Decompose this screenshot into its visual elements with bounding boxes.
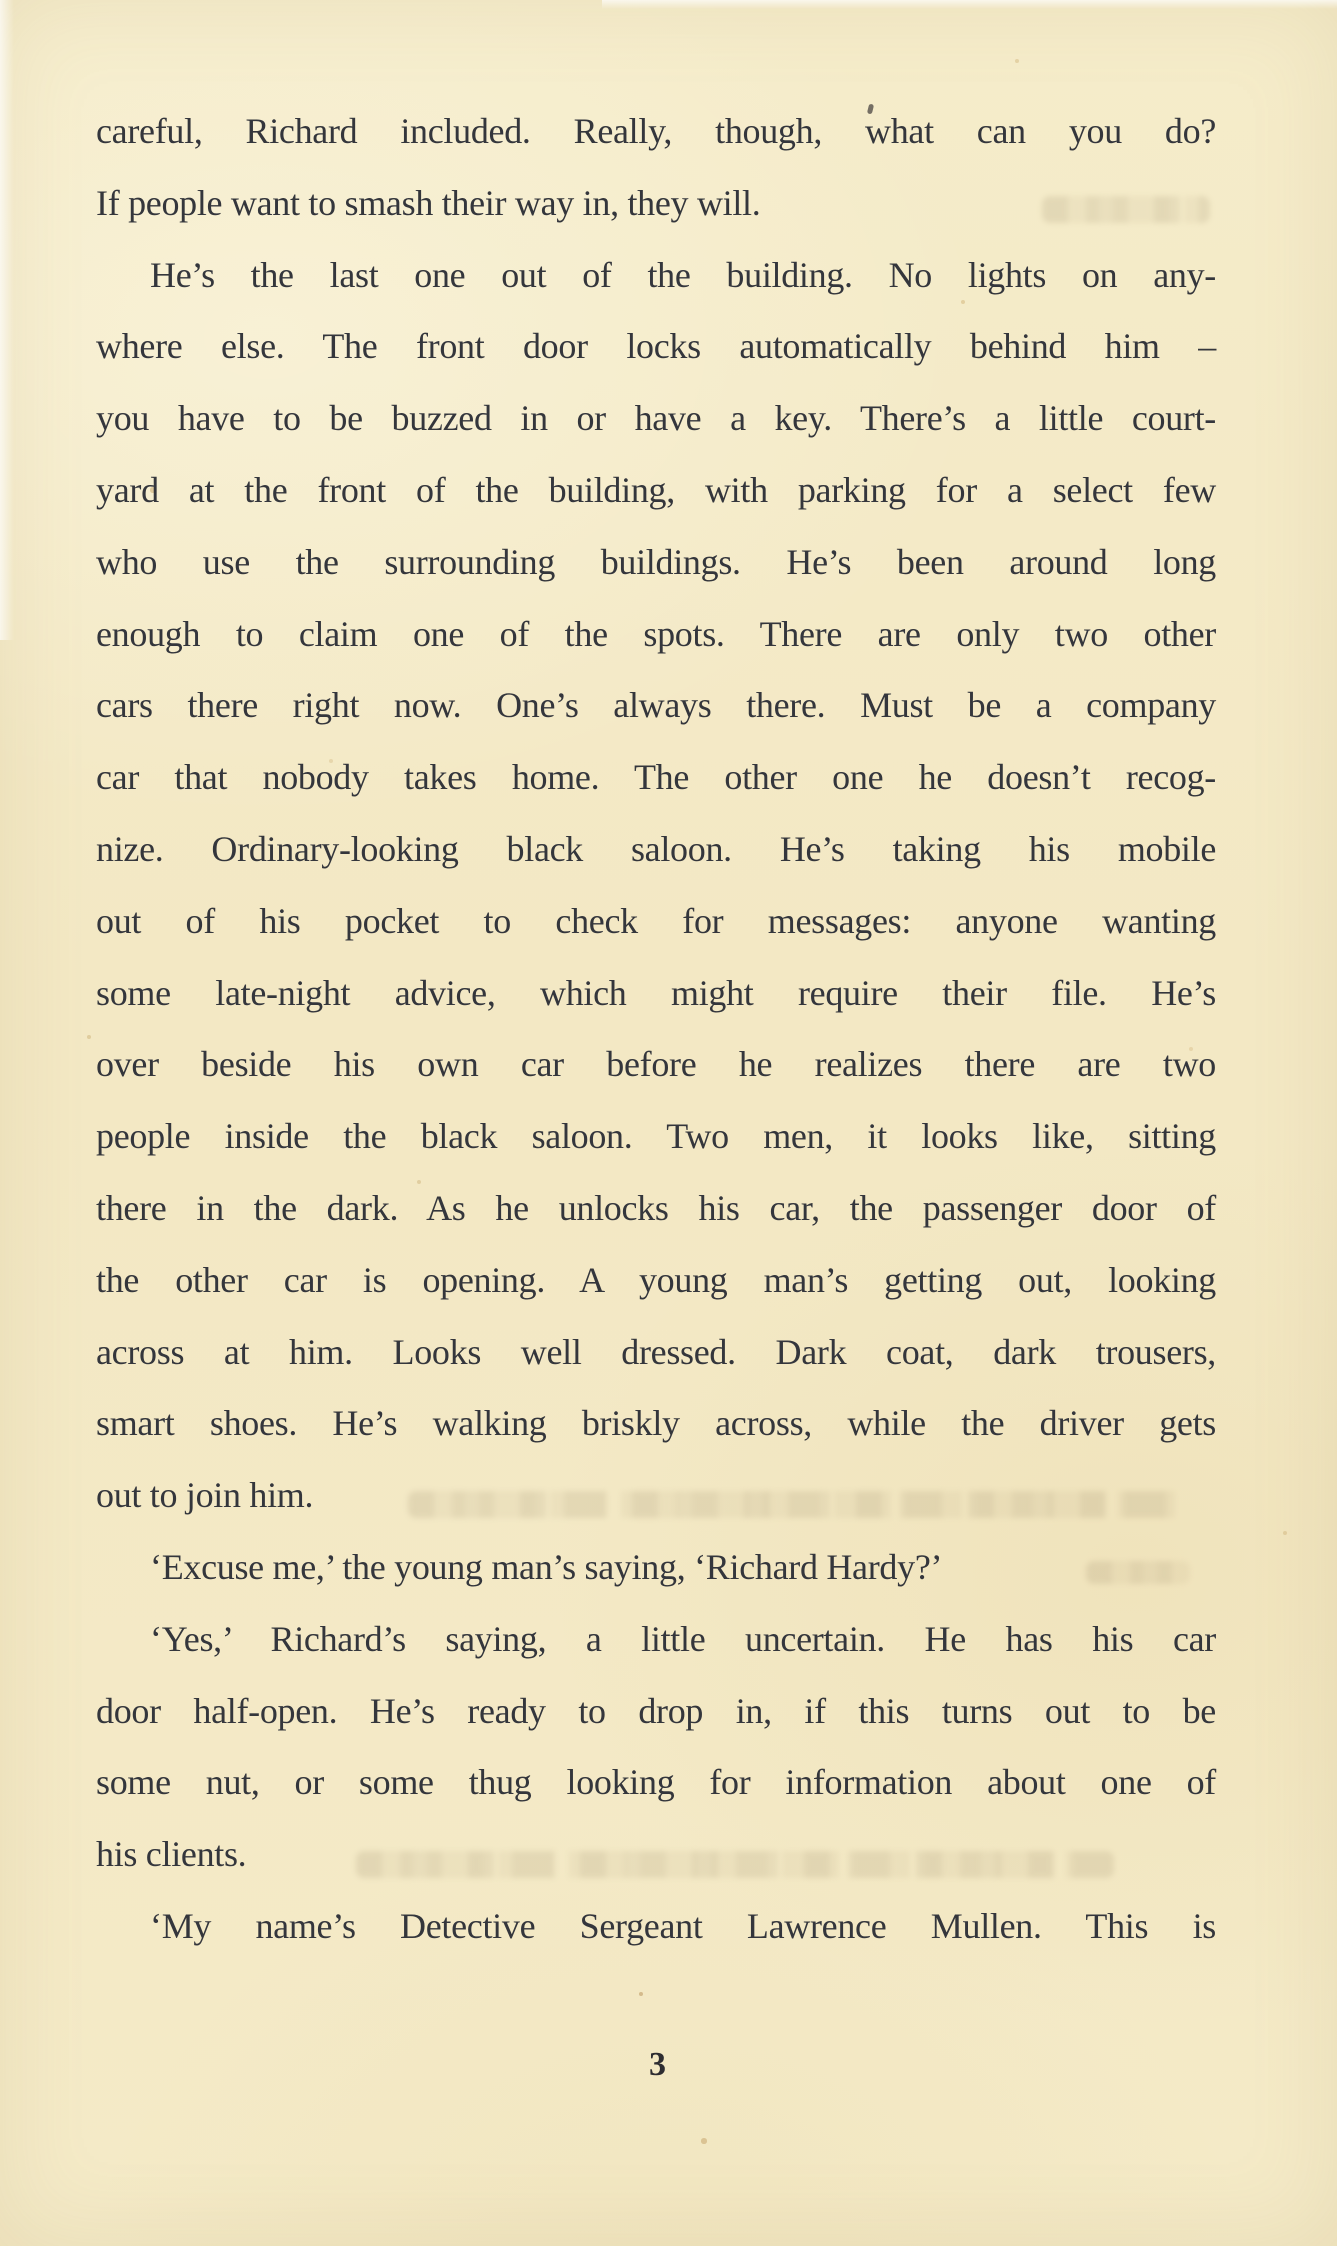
- body-line: the other car is opening. A young man’s getting out, looking: [96, 1259, 1216, 1300]
- paper-specks: [0, 0, 2, 2]
- body-line: smart shoes. He’s walking briskly across, while the driver gets: [96, 1403, 1216, 1444]
- scan-edge-top: [602, 0, 1337, 9]
- body-line: nize. Ordinary-looking black saloon. He’s taking his mobile: [96, 828, 1216, 869]
- body-line: you have to be buzzed in or have a key. There’s a little court-: [96, 398, 1216, 439]
- body-line: out of his pocket to check for messages: anyone wanting: [96, 900, 1216, 941]
- body-line: across at him. Looks well dressed. Dark coat, dark trousers,: [96, 1331, 1216, 1372]
- body-line: some late-night advice, which might require their file. He’s: [96, 972, 1216, 1013]
- body-line: ‘Yes,’ Richard’s saying, a little uncertain. He has his car: [150, 1618, 1216, 1659]
- body-line: enough to claim one of the spots. There are only two other: [96, 613, 1216, 654]
- body-line: If people want to smash their way in, they will.: [96, 182, 761, 223]
- body-line: some nut, or some thug looking for information about one of: [96, 1762, 1216, 1803]
- body-line: careful, Richard included. Really, though, what can you do?: [96, 111, 1216, 151]
- body-line: ‘My name’s Detective Sergeant Lawrence Mullen. This is: [150, 1905, 1216, 1946]
- scan-edge-left: [0, 0, 14, 640]
- body-line: ‘Excuse me,’ the young man’s saying, ‘Richard Hardy?’: [150, 1546, 943, 1587]
- body-text: [96, 96, 1216, 1963]
- body-line: over beside his own car before he realizes there are two: [96, 1044, 1216, 1085]
- body-line: there in the dark. As he unlocks his car, the passenger door of: [96, 1187, 1216, 1228]
- body-line: his clients.: [96, 1834, 247, 1875]
- body-line: car that nobody takes home. The other one he doesn’t recog-: [96, 757, 1216, 798]
- body-line: people inside the black saloon. Two men, it looks like, sitting: [96, 1116, 1216, 1157]
- body-line: out to join him.: [96, 1475, 314, 1516]
- body-line: who use the surrounding buildings. He’s been around long: [96, 541, 1216, 582]
- page-number: 3: [649, 2046, 666, 2083]
- body-line: where else. The front door locks automatically behind him –: [96, 326, 1216, 367]
- body-line: yard at the front of the building, with parking for a select few: [96, 469, 1216, 510]
- body-line: He’s the last one out of the building. No lights on any-: [150, 254, 1216, 295]
- body-line: cars there right now. One’s always there. Must be a company: [96, 685, 1216, 726]
- body-line: door half-open. He’s ready to drop in, if this turns out to be: [96, 1690, 1216, 1731]
